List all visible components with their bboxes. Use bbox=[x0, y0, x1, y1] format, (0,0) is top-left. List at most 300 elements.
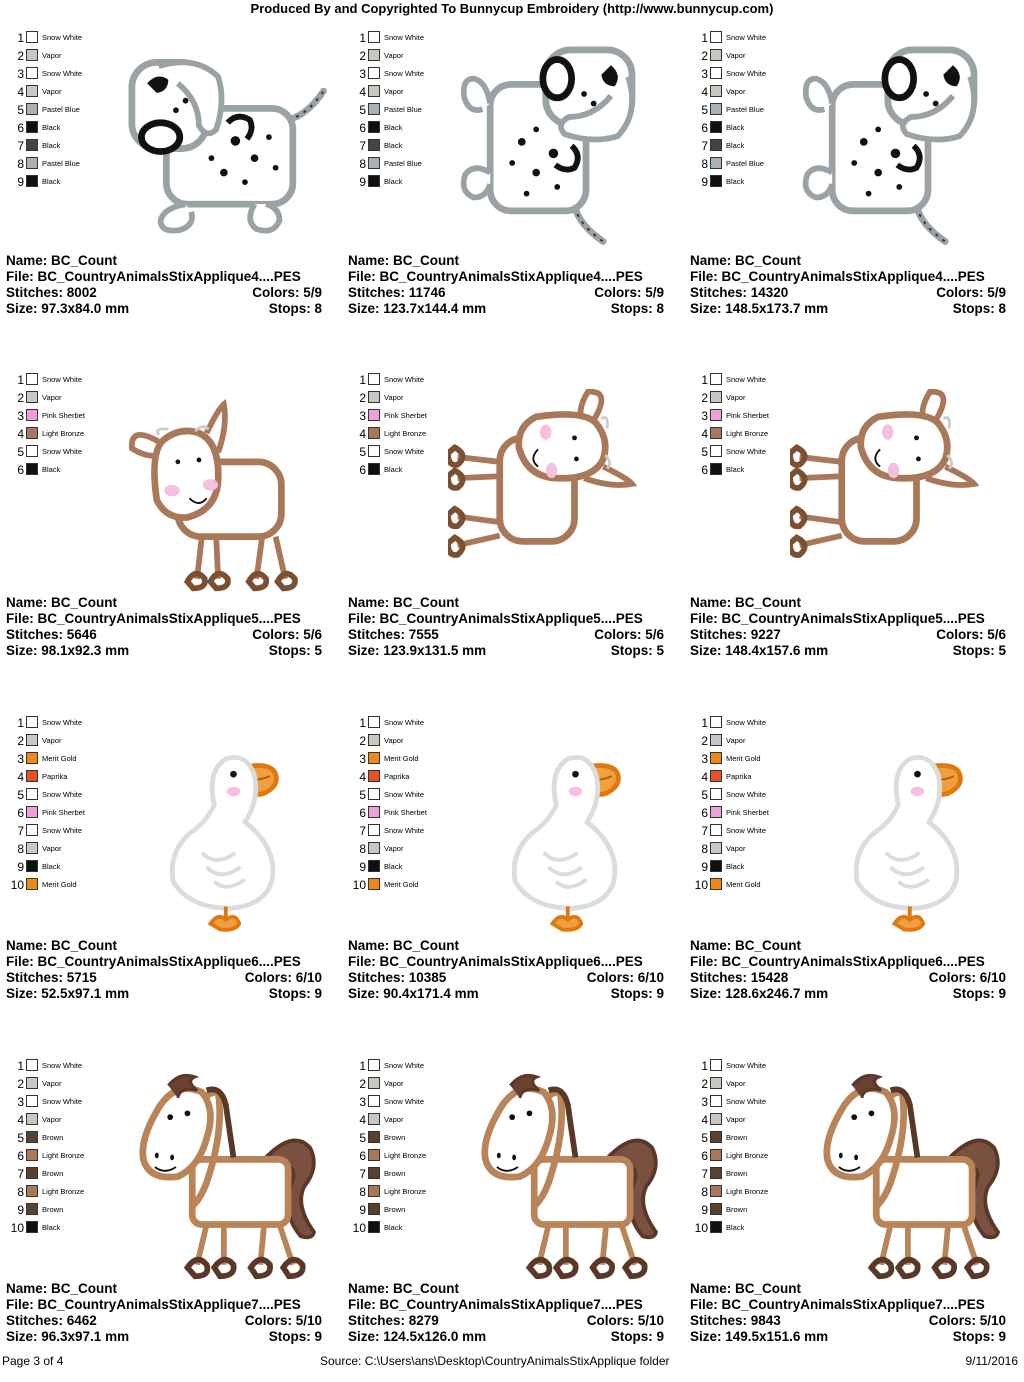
color-count: Colors: 5/9 bbox=[594, 285, 664, 300]
palette-entry bbox=[696, 1094, 796, 1112]
thread-name: Snow White bbox=[42, 33, 83, 42]
thread-name: Paprika bbox=[42, 772, 68, 781]
palette-entry bbox=[696, 84, 796, 102]
color-swatch bbox=[368, 409, 380, 421]
palette-number: 6 bbox=[17, 1149, 24, 1163]
color-swatch bbox=[368, 734, 380, 746]
color-swatch bbox=[368, 716, 380, 728]
palette-entry bbox=[12, 174, 112, 192]
color-palette bbox=[354, 715, 454, 895]
color-swatch bbox=[710, 1167, 722, 1179]
color-count: Colors: 5/10 bbox=[244, 1313, 322, 1328]
design-file: File: BC_CountryAnimalsStixApplique7....PES bbox=[348, 1297, 643, 1312]
thread-name: Pink Sherbet bbox=[384, 808, 427, 817]
color-swatch bbox=[368, 1203, 380, 1215]
stitch-count: Stitches: 9227 bbox=[690, 627, 781, 642]
color-swatch bbox=[368, 752, 380, 764]
color-swatch bbox=[26, 67, 38, 79]
thread-name: Vapor bbox=[384, 87, 404, 96]
color-swatch bbox=[26, 103, 38, 115]
color-palette bbox=[354, 372, 454, 480]
stitch-count: Stitches: 6462 bbox=[6, 1313, 97, 1328]
color-swatch bbox=[368, 1113, 380, 1125]
thread-name: Vapor bbox=[384, 393, 404, 402]
palette-number: 8 bbox=[17, 1185, 24, 1199]
palette-entry bbox=[12, 1166, 112, 1184]
palette-entry bbox=[696, 1058, 796, 1076]
palette-entry bbox=[354, 751, 454, 769]
color-swatch bbox=[710, 409, 722, 421]
palette-number: 7 bbox=[359, 1167, 366, 1181]
design-preview bbox=[790, 366, 1020, 596]
design-preview bbox=[448, 366, 678, 596]
palette-number: 5 bbox=[359, 445, 366, 459]
palette-number: 9 bbox=[17, 175, 24, 189]
thread-name: Pink Sherbet bbox=[726, 411, 769, 420]
thread-name: Vapor bbox=[42, 844, 62, 853]
palette-number: 8 bbox=[701, 1185, 708, 1199]
palette-number: 10 bbox=[10, 1221, 24, 1235]
palette-entry bbox=[12, 1094, 112, 1112]
cow-illustration bbox=[790, 366, 1020, 596]
thread-name: Snow White bbox=[42, 69, 83, 78]
palette-number: 3 bbox=[701, 1095, 708, 1109]
color-count: Colors: 5/10 bbox=[586, 1313, 664, 1328]
color-swatch bbox=[710, 463, 722, 475]
design-info bbox=[6, 253, 336, 317]
thread-name: Vapor bbox=[726, 87, 746, 96]
design-preview bbox=[790, 24, 1020, 254]
palette-number: 1 bbox=[17, 373, 24, 387]
palette-entry bbox=[12, 805, 112, 823]
design-name: Name: BC_Count bbox=[6, 1281, 118, 1296]
thread-name: Pastel Blue bbox=[42, 105, 80, 114]
color-swatch bbox=[26, 427, 38, 439]
palette-entry bbox=[354, 823, 454, 841]
palette-entry bbox=[354, 1166, 454, 1184]
design-info bbox=[690, 595, 1020, 659]
palette-entry bbox=[696, 102, 796, 120]
thread-name: Pink Sherbet bbox=[726, 808, 769, 817]
thread-name: Brown bbox=[42, 1133, 64, 1142]
palette-number: 6 bbox=[359, 121, 366, 135]
palette-entry bbox=[696, 1220, 796, 1238]
stop-count: Stops: 9 bbox=[610, 1329, 664, 1344]
design-info bbox=[348, 595, 678, 659]
thread-name: Light Bronze bbox=[42, 1187, 85, 1196]
design-info bbox=[348, 938, 678, 1002]
palette-number: 2 bbox=[359, 734, 366, 748]
palette-number: 2 bbox=[701, 391, 708, 405]
palette-number: 4 bbox=[359, 1113, 366, 1127]
palette-entry bbox=[696, 48, 796, 66]
design-name: Name: BC_Count bbox=[348, 595, 460, 610]
palette-number: 10 bbox=[10, 878, 24, 892]
color-swatch bbox=[26, 1203, 38, 1215]
palette-entry bbox=[696, 1202, 796, 1220]
color-swatch bbox=[26, 860, 38, 872]
color-swatch bbox=[26, 824, 38, 836]
palette-number: 3 bbox=[359, 752, 366, 766]
palette-number: 10 bbox=[352, 878, 366, 892]
palette-entry bbox=[12, 120, 112, 138]
source-path: Source: C:\Users\ans\Desktop\CountryAnimalsStixApplique folder bbox=[320, 1354, 670, 1368]
design-size: Size: 123.7x144.4 mm bbox=[348, 301, 487, 316]
color-swatch bbox=[710, 85, 722, 97]
design-name: Name: BC_Count bbox=[348, 253, 460, 268]
palette-number: 7 bbox=[17, 1167, 24, 1181]
stitch-count: Stitches: 10385 bbox=[348, 970, 447, 985]
color-swatch bbox=[368, 139, 380, 151]
palette-number: 10 bbox=[352, 1221, 366, 1235]
palette-entry bbox=[354, 408, 454, 426]
palette-number: 7 bbox=[17, 824, 24, 838]
palette-number: 2 bbox=[701, 1077, 708, 1091]
thread-name: Vapor bbox=[726, 393, 746, 402]
design-name: Name: BC_Count bbox=[690, 253, 802, 268]
palette-entry bbox=[12, 138, 112, 156]
palette-entry bbox=[354, 1130, 454, 1148]
thread-name: Black bbox=[384, 1223, 403, 1232]
design-file: File: BC_CountryAnimalsStixApplique4....PES bbox=[6, 269, 301, 284]
color-swatch bbox=[368, 175, 380, 187]
color-count: Colors: 6/10 bbox=[928, 970, 1006, 985]
design-card bbox=[348, 24, 678, 354]
palette-entry bbox=[354, 174, 454, 192]
palette-number: 5 bbox=[17, 103, 24, 117]
thread-name: Brown bbox=[726, 1205, 748, 1214]
palette-entry bbox=[12, 102, 112, 120]
palette-entry bbox=[12, 751, 112, 769]
color-swatch bbox=[710, 716, 722, 728]
palette-number: 6 bbox=[359, 1149, 366, 1163]
color-swatch bbox=[710, 1185, 722, 1197]
palette-number: 5 bbox=[17, 1131, 24, 1145]
design-card bbox=[348, 366, 678, 696]
design-file: File: BC_CountryAnimalsStixApplique5....PES bbox=[348, 611, 643, 626]
thread-name: Brown bbox=[384, 1133, 406, 1142]
palette-entry bbox=[12, 1220, 112, 1238]
thread-name: Light Bronze bbox=[726, 1151, 769, 1160]
color-swatch bbox=[26, 409, 38, 421]
palette-entry bbox=[696, 426, 796, 444]
design-card bbox=[690, 24, 1020, 354]
thread-name: Vapor bbox=[42, 1079, 62, 1088]
palette-number: 6 bbox=[701, 121, 708, 135]
palette-entry bbox=[696, 174, 796, 192]
color-swatch bbox=[26, 445, 38, 457]
page-footer bbox=[0, 1354, 1024, 1370]
color-swatch bbox=[26, 1059, 38, 1071]
thread-name: Snow White bbox=[726, 1061, 767, 1070]
color-palette bbox=[354, 1058, 454, 1238]
color-swatch bbox=[368, 788, 380, 800]
palette-entry bbox=[696, 823, 796, 841]
color-swatch bbox=[26, 121, 38, 133]
thread-name: Light Bronze bbox=[42, 1151, 85, 1160]
palette-entry bbox=[696, 715, 796, 733]
palette-entry bbox=[354, 138, 454, 156]
color-swatch bbox=[368, 1167, 380, 1179]
palette-entry bbox=[696, 444, 796, 462]
stop-count: Stops: 9 bbox=[952, 1329, 1006, 1344]
palette-entry bbox=[12, 84, 112, 102]
palette-number: 3 bbox=[701, 67, 708, 81]
palette-number: 6 bbox=[701, 1149, 708, 1163]
color-swatch bbox=[26, 1131, 38, 1143]
design-card bbox=[690, 1052, 1020, 1382]
color-swatch bbox=[26, 1221, 38, 1233]
palette-number: 1 bbox=[701, 716, 708, 730]
palette-number: 10 bbox=[694, 878, 708, 892]
thread-name: Snow White bbox=[726, 69, 767, 78]
color-swatch bbox=[710, 1221, 722, 1233]
design-name: Name: BC_Count bbox=[348, 938, 460, 953]
palette-number: 5 bbox=[359, 1131, 366, 1145]
thread-name: Snow White bbox=[726, 790, 767, 799]
color-swatch bbox=[710, 752, 722, 764]
palette-entry bbox=[354, 1220, 454, 1238]
thread-name: Snow White bbox=[42, 826, 83, 835]
palette-number: 8 bbox=[359, 842, 366, 856]
palette-entry bbox=[696, 156, 796, 174]
palette-entry bbox=[354, 66, 454, 84]
palette-number: 6 bbox=[17, 806, 24, 820]
design-preview bbox=[106, 1052, 336, 1282]
palette-entry bbox=[12, 390, 112, 408]
palette-entry bbox=[12, 462, 112, 480]
palette-entry bbox=[696, 1076, 796, 1094]
color-swatch bbox=[368, 770, 380, 782]
dog-illustration bbox=[448, 24, 678, 254]
thread-name: Black bbox=[42, 465, 61, 474]
palette-entry bbox=[354, 156, 454, 174]
thread-name: Pastel Blue bbox=[384, 159, 422, 168]
stitch-count: Stitches: 7555 bbox=[348, 627, 439, 642]
stitch-count: Stitches: 5646 bbox=[6, 627, 97, 642]
thread-name: Black bbox=[42, 1223, 61, 1232]
horse-illustration bbox=[106, 1052, 336, 1282]
design-size: Size: 149.5x151.6 mm bbox=[690, 1329, 829, 1344]
color-swatch bbox=[710, 427, 722, 439]
thread-name: Snow White bbox=[384, 1097, 425, 1106]
color-swatch bbox=[368, 49, 380, 61]
palette-entry bbox=[12, 1076, 112, 1094]
design-card bbox=[690, 366, 1020, 696]
palette-number: 4 bbox=[701, 85, 708, 99]
stitch-count: Stitches: 8279 bbox=[348, 1313, 439, 1328]
palette-entry bbox=[12, 1148, 112, 1166]
color-swatch bbox=[368, 1131, 380, 1143]
palette-entry bbox=[354, 1058, 454, 1076]
palette-number: 4 bbox=[359, 427, 366, 441]
color-count: Colors: 6/10 bbox=[586, 970, 664, 985]
color-swatch bbox=[26, 806, 38, 818]
design-name: Name: BC_Count bbox=[690, 595, 802, 610]
palette-number: 7 bbox=[701, 824, 708, 838]
stitch-count: Stitches: 9843 bbox=[690, 1313, 781, 1328]
color-swatch bbox=[710, 734, 722, 746]
thread-name: Snow White bbox=[384, 1061, 425, 1070]
color-swatch bbox=[26, 752, 38, 764]
palette-entry bbox=[696, 1184, 796, 1202]
palette-number: 4 bbox=[701, 1113, 708, 1127]
stop-count: Stops: 5 bbox=[268, 643, 322, 658]
stop-count: Stops: 5 bbox=[952, 643, 1006, 658]
thread-name: Merit Gold bbox=[384, 880, 419, 889]
palette-number: 6 bbox=[701, 806, 708, 820]
design-name: Name: BC_Count bbox=[6, 595, 118, 610]
color-swatch bbox=[710, 1077, 722, 1089]
color-swatch bbox=[368, 85, 380, 97]
color-swatch bbox=[710, 1095, 722, 1107]
design-preview bbox=[448, 709, 678, 939]
design-name: Name: BC_Count bbox=[6, 253, 118, 268]
palette-entry bbox=[354, 1202, 454, 1220]
design-size: Size: 148.4x157.6 mm bbox=[690, 643, 829, 658]
thread-name: Snow White bbox=[726, 375, 767, 384]
thread-name: Black bbox=[726, 123, 745, 132]
thread-name: Snow White bbox=[726, 826, 767, 835]
stop-count: Stops: 5 bbox=[610, 643, 664, 658]
thread-name: Vapor bbox=[384, 736, 404, 745]
palette-number: 4 bbox=[17, 1113, 24, 1127]
thread-name: Merit Gold bbox=[42, 754, 77, 763]
design-file: File: BC_CountryAnimalsStixApplique6....PES bbox=[690, 954, 985, 969]
color-swatch bbox=[368, 445, 380, 457]
thread-name: Merit Gold bbox=[42, 880, 77, 889]
color-swatch bbox=[710, 860, 722, 872]
design-info bbox=[6, 595, 336, 659]
color-swatch bbox=[368, 878, 380, 890]
palette-number: 5 bbox=[701, 103, 708, 117]
color-swatch bbox=[368, 427, 380, 439]
thread-name: Vapor bbox=[726, 1079, 746, 1088]
color-swatch bbox=[368, 824, 380, 836]
design-card bbox=[6, 366, 336, 696]
design-file: File: BC_CountryAnimalsStixApplique7....PES bbox=[690, 1297, 985, 1312]
color-count: Colors: 5/6 bbox=[936, 627, 1006, 642]
thread-name: Vapor bbox=[384, 844, 404, 853]
palette-entry bbox=[354, 877, 454, 895]
color-swatch bbox=[368, 1077, 380, 1089]
thread-name: Vapor bbox=[42, 1115, 62, 1124]
palette-entry bbox=[696, 769, 796, 787]
palette-entry bbox=[354, 1148, 454, 1166]
thread-name: Vapor bbox=[384, 1115, 404, 1124]
color-swatch bbox=[710, 1113, 722, 1125]
thread-name: Snow White bbox=[42, 1061, 83, 1070]
design-card bbox=[6, 709, 336, 1039]
palette-number: 6 bbox=[359, 463, 366, 477]
palette-entry bbox=[354, 769, 454, 787]
color-swatch bbox=[710, 157, 722, 169]
design-preview bbox=[106, 366, 336, 596]
thread-name: Snow White bbox=[384, 33, 425, 42]
design-preview bbox=[106, 709, 336, 939]
design-card bbox=[6, 24, 336, 354]
thread-name: Light Bronze bbox=[384, 1151, 427, 1160]
palette-entry bbox=[12, 1202, 112, 1220]
palette-number: 3 bbox=[359, 67, 366, 81]
palette-number: 2 bbox=[359, 49, 366, 63]
palette-number: 3 bbox=[359, 1095, 366, 1109]
color-swatch bbox=[26, 770, 38, 782]
color-swatch bbox=[26, 85, 38, 97]
thread-name: Black bbox=[726, 1223, 745, 1232]
palette-entry bbox=[12, 733, 112, 751]
palette-number: 4 bbox=[359, 770, 366, 784]
color-swatch bbox=[26, 391, 38, 403]
color-palette bbox=[696, 372, 796, 480]
design-size: Size: 124.5x126.0 mm bbox=[348, 1329, 487, 1344]
design-info bbox=[348, 253, 678, 317]
dog-illustration bbox=[790, 24, 1020, 254]
palette-number: 3 bbox=[701, 409, 708, 423]
color-swatch bbox=[368, 103, 380, 115]
design-file: File: BC_CountryAnimalsStixApplique4....PES bbox=[690, 269, 985, 284]
color-swatch bbox=[26, 1149, 38, 1161]
palette-entry bbox=[354, 120, 454, 138]
color-swatch bbox=[710, 806, 722, 818]
color-palette bbox=[696, 715, 796, 895]
color-palette bbox=[12, 715, 112, 895]
palette-entry bbox=[354, 787, 454, 805]
stitch-count: Stitches: 8002 bbox=[6, 285, 97, 300]
palette-entry bbox=[354, 30, 454, 48]
design-card bbox=[690, 709, 1020, 1039]
color-swatch bbox=[710, 67, 722, 79]
palette-entry bbox=[12, 372, 112, 390]
thread-name: Black bbox=[384, 123, 403, 132]
thread-name: Paprika bbox=[384, 772, 410, 781]
thread-name: Pastel Blue bbox=[42, 159, 80, 168]
design-card bbox=[6, 1052, 336, 1382]
palette-entry bbox=[12, 444, 112, 462]
color-swatch bbox=[710, 445, 722, 457]
design-preview bbox=[106, 24, 336, 254]
design-size: Size: 96.3x97.1 mm bbox=[6, 1329, 130, 1344]
palette-number: 5 bbox=[17, 788, 24, 802]
color-swatch bbox=[26, 1167, 38, 1179]
palette-entry bbox=[12, 841, 112, 859]
palette-number: 2 bbox=[359, 391, 366, 405]
color-swatch bbox=[368, 373, 380, 385]
color-swatch bbox=[26, 31, 38, 43]
color-swatch bbox=[26, 157, 38, 169]
palette-entry bbox=[696, 1112, 796, 1130]
palette-number: 2 bbox=[17, 734, 24, 748]
palette-entry bbox=[354, 102, 454, 120]
color-swatch bbox=[368, 806, 380, 818]
thread-name: Snow White bbox=[384, 375, 425, 384]
color-count: Colors: 5/10 bbox=[928, 1313, 1006, 1328]
palette-entry bbox=[696, 30, 796, 48]
palette-number: 7 bbox=[701, 139, 708, 153]
palette-number: 2 bbox=[17, 49, 24, 63]
palette-number: 3 bbox=[17, 752, 24, 766]
thread-name: Snow White bbox=[42, 447, 83, 456]
duck-illustration bbox=[448, 709, 678, 939]
palette-number: 4 bbox=[701, 427, 708, 441]
thread-name: Black bbox=[384, 177, 403, 186]
thread-name: Light Bronze bbox=[42, 429, 85, 438]
palette-entry bbox=[696, 372, 796, 390]
design-file: File: BC_CountryAnimalsStixApplique5....PES bbox=[690, 611, 985, 626]
palette-entry bbox=[12, 30, 112, 48]
color-swatch bbox=[710, 824, 722, 836]
thread-name: Vapor bbox=[726, 51, 746, 60]
